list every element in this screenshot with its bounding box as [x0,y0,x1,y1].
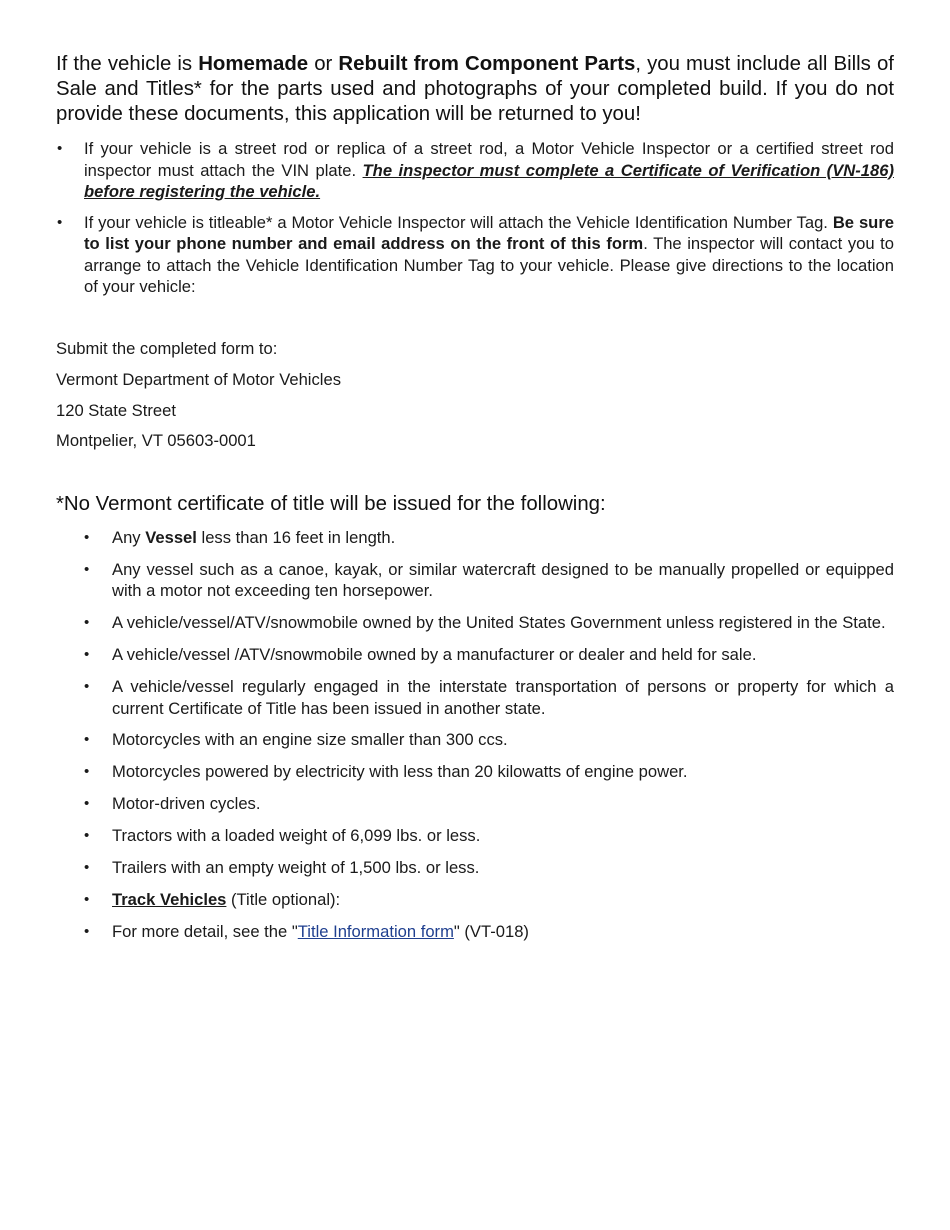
list-item [84,889,894,911]
titleable-text: . The inspector will contact you to arrange to attach the Vehicle Identification Number Tag to your vehicle. Please give directions to the location of your vehicle: [84,234,894,296]
street-rod-text: If your vehicle is a street rod or replica of a street rod, a Motor Vehicle Inspector or a certified street rod inspector must attach the VIN plate. [84,139,894,180]
list-item: • Motorcycles with an engine size smaller than 300 ccs. [84,729,894,751]
item-text: For more detail, see the " [112,921,298,941]
list-item [84,527,894,549]
title-information-form-link[interactable]: Title Information form [297,921,454,941]
list-item: • A vehicle/vessel /ATV/snowmobile owned by a manufacturer or dealer and held for sale. [84,644,894,666]
list-item: • Motor-driven cycles. [84,793,894,815]
list-item-titleable [56,212,894,298]
intro-text: or [308,53,339,75]
no-title-list [84,527,894,953]
item-text: " (VT-018) [453,921,529,941]
intro-text: , you must include all Bills of Sale and Titles* for the parts used and photographs of your completed build. If you do not provide these documents, this application will be returned to you! [56,53,894,125]
intro-text: If the vehicle is [56,53,199,75]
titleable-text: If your vehicle is titleable* a Motor Vehicle Inspector will attach the Vehicle Identification Number Tag. [84,212,833,232]
list-item: • Tractors with a loaded weight of 6,099 lbs. or less. [84,825,894,847]
inspector-requirement: The inspector must complete a Certificate of Verification (VN-186) before registering the vehicle. [84,160,894,201]
list-item: • A vehicle/vessel regularly engaged in the interstate transportation of persons or property for which a current Certificate of Title has been issued in another state. [84,676,894,719]
list-item: • Any vessel such as a canoe, kayak, or similar watercraft designed to be manually propelled or equipped with a motor not exceeding ten horsepower. [84,559,894,602]
submission-address [56,338,341,461]
list-item: • Trailers with an empty weight of 1,500 lbs. or less. [84,857,894,879]
track-vehicles-term: Track Vehicles [112,889,227,909]
list-item [84,921,894,943]
submit-label: Submit the completed form to: [56,339,278,358]
contact-requirement: Be sure to list your phone number and email address on the front of this form [84,212,895,253]
city-state-zip: Montpelier, VT 05603-0001 [56,431,256,451]
agency-name: Vermont Department of Motor Vehicles [56,369,341,389]
list-item: • A vehicle/vessel/ATV/snowmobile owned by the United States Government unless registered in the State. [84,612,894,634]
item-text: (Title optional): [226,889,341,909]
item-text: Any [112,528,146,547]
rebuilt-term: Rebuilt from Component Parts [338,53,636,75]
homemade-notice [56,52,894,127]
list-item-street-rod [56,138,894,203]
list-item: • Motorcycles powered by electricity with less than 20 kilowatts of engine power. [84,761,894,783]
vin-instructions-list [56,138,894,307]
street-address: 120 State Street [56,400,176,420]
homemade-term: Homemade [198,53,309,75]
no-title-heading: *No Vermont certificate of title will be issued for the following: [56,493,606,515]
item-text: less than 16 feet in length. [196,528,396,547]
vessel-term: Vessel [145,528,197,547]
